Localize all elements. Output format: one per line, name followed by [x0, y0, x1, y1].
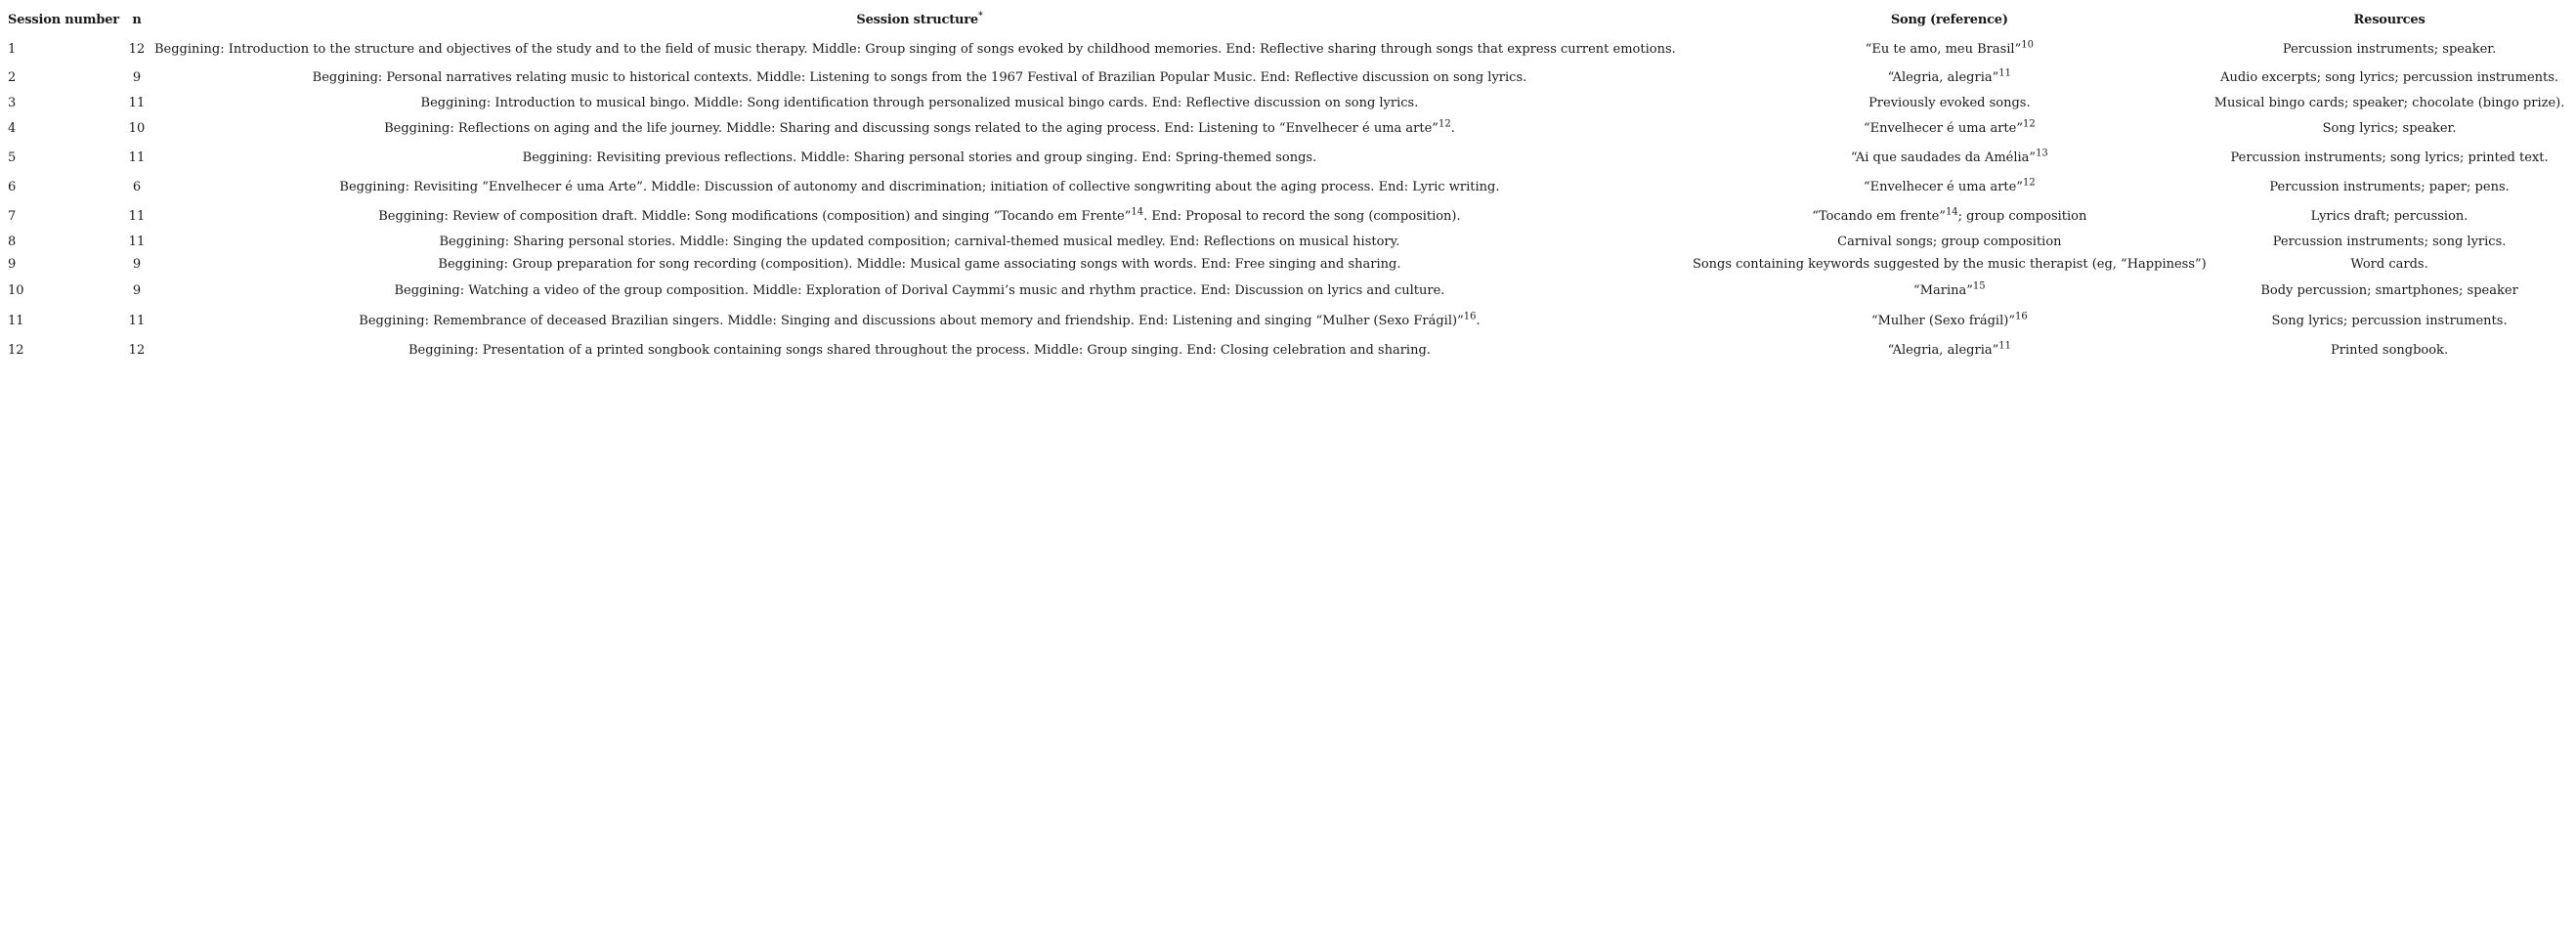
- song-tail: ; group composition: [1957, 208, 2087, 224]
- table-row: [4, 63, 2568, 92]
- participant-count: 11: [128, 208, 146, 224]
- song-title: “Alegria, alegria”: [1887, 69, 1999, 85]
- resources-cell: [2211, 35, 2569, 63]
- session-number: 5: [8, 150, 17, 165]
- resources-cell: [2211, 63, 2569, 92]
- table-row: [4, 113, 2568, 143]
- participants-cell: [123, 172, 150, 201]
- session-number: 4: [8, 120, 17, 136]
- song-reference: 12: [2022, 177, 2036, 189]
- song-reference: 14: [1945, 206, 1958, 218]
- table-header-row: [4, 4, 2568, 35]
- resources-cell: [2211, 92, 2569, 113]
- session-number-cell: [4, 143, 123, 172]
- table-row: [4, 276, 2568, 305]
- session-structure-cell: [150, 172, 1689, 201]
- table-row: [4, 201, 2568, 231]
- session-structure-text: Beggining: Presentation of a printed songbook containing songs shared throughout the process. Middle: Group singing. End: Closing celebration and sharing.: [408, 342, 1431, 358]
- participants-cell: [123, 113, 150, 143]
- session-number: 3: [8, 95, 17, 110]
- participants-cell: [123, 336, 150, 364]
- session-number-cell: [4, 92, 123, 113]
- song-cell: [1689, 35, 2211, 63]
- session-structure-cell: [150, 201, 1689, 231]
- participants-cell: [123, 305, 150, 336]
- header-structure-label: Session structure: [856, 12, 978, 27]
- structure-reference: 16: [1463, 311, 1477, 322]
- song-title: “Tocando em frente”: [1812, 208, 1946, 224]
- resources-text: Song lyrics; percussion instruments.: [2271, 313, 2508, 328]
- resources-text: Body percussion; smartphones; speaker: [2260, 282, 2518, 298]
- song-reference: 15: [1972, 280, 1986, 292]
- session-structure-text: Beggining: Revisiting “Envelhecer é uma Arte”. Middle: Discussion of autonomy and discrimination; initiation of collective songwriting about the aging process. End: Lyric writing.: [339, 179, 1500, 194]
- session-structure-text: Beggining: Group preparation for song recording (composition). Middle: Musical game associating songs with words. End: Free singing and sharing.: [438, 256, 1401, 272]
- song-cell: [1689, 336, 2211, 364]
- resources-cell: [2211, 276, 2569, 305]
- session-structure-cell: [150, 336, 1689, 364]
- participants-cell: [123, 63, 150, 92]
- resources-cell: [2211, 172, 2569, 201]
- participant-count: 9: [132, 256, 142, 272]
- resources-text: Percussion instruments; song lyrics.: [2272, 234, 2507, 249]
- table-row: [4, 92, 2568, 113]
- song-reference: 12: [2022, 118, 2036, 130]
- song-cell: [1689, 63, 2211, 92]
- session-structure-tail: .: [1476, 313, 1481, 328]
- header-resources: Resources: [2353, 12, 2426, 27]
- participant-count: 6: [132, 179, 142, 194]
- header-song-reference: Song (reference): [1890, 12, 2008, 27]
- session-number: 9: [8, 256, 17, 272]
- participant-count: 11: [128, 313, 146, 328]
- session-number: 11: [8, 313, 24, 328]
- participant-count: 11: [128, 234, 146, 249]
- session-structure-text: Beggining: Introduction to musical bingo. Middle: Song identification through personalized musical bingo cards. End: Reflective discussion on song lyrics.: [420, 95, 1419, 110]
- session-structure-text: Beggining: Reflections on aging and the life journey. Middle: Sharing and discussing songs related to the aging process. End: Listening to “Envelhecer é uma arte”: [384, 120, 1438, 136]
- session-number-cell: [4, 305, 123, 336]
- table-row: [4, 143, 2568, 172]
- song-cell: [1689, 172, 2211, 201]
- resources-cell: [2211, 113, 2569, 143]
- song-cell: [1689, 92, 2211, 113]
- song-title: “Marina”: [1913, 282, 1973, 298]
- song-title: “Alegria, alegria”: [1887, 342, 1999, 358]
- song-title: “Envelhecer é uma arte”: [1863, 120, 2023, 136]
- session-structure-cell: [150, 113, 1689, 143]
- song-cell: [1689, 113, 2211, 143]
- session-number: 2: [8, 69, 17, 85]
- participant-count: 9: [132, 282, 142, 298]
- structure-reference: 14: [1131, 206, 1144, 218]
- song-title: “Mulher (Sexo frágil)”: [1870, 313, 2015, 328]
- participants-cell: [123, 201, 150, 231]
- resources-cell: [2211, 201, 2569, 231]
- resources-text: Musical bingo cards; speaker; chocolate (bingo prize).: [2213, 95, 2565, 110]
- song-reference: 11: [1998, 67, 2012, 79]
- session-structure-cell: [150, 252, 1689, 276]
- resources-cell: [2211, 143, 2569, 172]
- resources-text: Printed songbook.: [2331, 342, 2449, 358]
- session-structure-tail: .: [1450, 120, 1455, 136]
- resources-text: Percussion instruments; speaker.: [2282, 41, 2497, 57]
- resources-cell: [2211, 305, 2569, 336]
- resources-text: Audio excerpts; song lyrics; percussion instruments.: [2220, 69, 2559, 85]
- song-reference: 13: [2036, 148, 2048, 159]
- participants-cell: [123, 92, 150, 113]
- resources-text: Percussion instruments; paper; pens.: [2269, 179, 2510, 194]
- participant-count: 12: [128, 342, 146, 358]
- session-number: 7: [8, 208, 17, 224]
- resources-text: Word cards.: [2350, 256, 2428, 272]
- session-structure-tail: . End: Proposal to record the song (composition).: [1143, 208, 1461, 224]
- participants-cell: [123, 276, 150, 305]
- table-row: [4, 35, 2568, 63]
- session-structure-text: Beggining: Personal narratives relating music to historical contexts. Middle: Listening to songs from the 1967 Festival of Brazilian Popular Music. End: Reflective discussion on song lyrics.: [312, 69, 1527, 85]
- session-structure-cell: [150, 35, 1689, 63]
- participant-count: 10: [128, 120, 146, 136]
- participant-count: 11: [128, 150, 146, 165]
- resources-text: Lyrics draft; percussion.: [2310, 208, 2469, 224]
- table-row: [4, 336, 2568, 364]
- resources-text: Percussion instruments; song lyrics; printed text.: [2230, 150, 2549, 165]
- song-cell: [1689, 231, 2211, 252]
- session-structure-text: Beggining: Revisiting previous reflections. Middle: Sharing personal stories and group singing. End: Spring-themed songs.: [522, 150, 1317, 165]
- song-cell: [1689, 143, 2211, 172]
- participant-count: 12: [128, 41, 146, 57]
- table-body: [4, 35, 2568, 364]
- participant-count: 11: [128, 95, 146, 110]
- session-structure-cell: [150, 276, 1689, 305]
- header-n: n: [132, 12, 142, 27]
- participants-cell: [123, 143, 150, 172]
- table-row: [4, 172, 2568, 201]
- session-number-cell: [4, 231, 123, 252]
- session-number-cell: [4, 252, 123, 276]
- session-structure-text: Beggining: Sharing personal stories. Middle: Singing the updated composition; carnival-themed musical medley. End: Reflections on musical history.: [439, 234, 1400, 249]
- header-session-structure: [150, 4, 1689, 35]
- resources-cell: [2211, 252, 2569, 276]
- song-title: “Envelhecer é uma arte”: [1863, 179, 2023, 194]
- session-number-cell: [4, 276, 123, 305]
- session-number-cell: [4, 63, 123, 92]
- session-number: 10: [8, 282, 24, 298]
- table-row: [4, 252, 2568, 276]
- participants-cell: [123, 252, 150, 276]
- song-cell: [1689, 252, 2211, 276]
- session-number: 6: [8, 179, 17, 194]
- song-title: Previously evoked songs.: [1868, 95, 2031, 110]
- session-table: [4, 4, 2568, 364]
- song-reference: 11: [1998, 340, 2012, 352]
- song-cell: [1689, 305, 2211, 336]
- session-number-cell: [4, 35, 123, 63]
- table-row: [4, 305, 2568, 336]
- session-structure-cell: [150, 231, 1689, 252]
- session-structure-cell: [150, 143, 1689, 172]
- song-title: “Ai que saudades da Amélia”: [1850, 150, 2037, 165]
- participants-cell: [123, 35, 150, 63]
- session-number-cell: [4, 172, 123, 201]
- song-title: Songs containing keywords suggested by the music therapist (eg, “Happiness”): [1692, 256, 2207, 272]
- table-row: [4, 231, 2568, 252]
- resources-text: Song lyrics; speaker.: [2322, 120, 2457, 136]
- session-structure-text: Beggining: Remembrance of deceased Brazilian singers. Middle: Singing and discussions about memory and friendship. End: Listening and singing “Mulher (Sexo Frágil)”: [359, 313, 1464, 328]
- participant-count: 9: [132, 69, 142, 85]
- session-number: 8: [8, 234, 17, 249]
- session-structure-cell: [150, 305, 1689, 336]
- song-title: “Eu te amo, meu Brasil”: [1865, 41, 2022, 57]
- header-structure-footnote: *: [978, 11, 983, 21]
- session-structure-text: Beggining: Review of composition draft. Middle: Song modifications (composition) and singing “Tocando em Frente”: [378, 208, 1132, 224]
- song-reference: 10: [2021, 39, 2034, 51]
- header-session-number: Session number: [8, 12, 119, 27]
- session-structure-cell: [150, 92, 1689, 113]
- song-cell: [1689, 276, 2211, 305]
- resources-cell: [2211, 231, 2569, 252]
- session-structure-text: Beggining: Watching a video of the group composition. Middle: Exploration of Dorival Caymmi’s music and rhythm practice. End: Discussion on lyrics and culture.: [394, 282, 1445, 298]
- session-number: 1: [8, 41, 17, 57]
- structure-reference: 12: [1438, 118, 1451, 130]
- participants-cell: [123, 231, 150, 252]
- session-number-cell: [4, 336, 123, 364]
- session-number: 12: [8, 342, 24, 358]
- session-number-cell: [4, 201, 123, 231]
- song-title: Carnival songs; group composition: [1837, 234, 2062, 249]
- song-reference: 16: [2014, 311, 2028, 322]
- session-structure-cell: [150, 63, 1689, 92]
- song-cell: [1689, 201, 2211, 231]
- session-structure-text: Beggining: Introduction to the structure and objectives of the study and to the field of music therapy. Middle: Group singing of songs evoked by childhood memories. End: Reflective sharing through songs that express current emotions.: [153, 41, 1676, 57]
- session-number-cell: [4, 113, 123, 143]
- resources-cell: [2211, 336, 2569, 364]
